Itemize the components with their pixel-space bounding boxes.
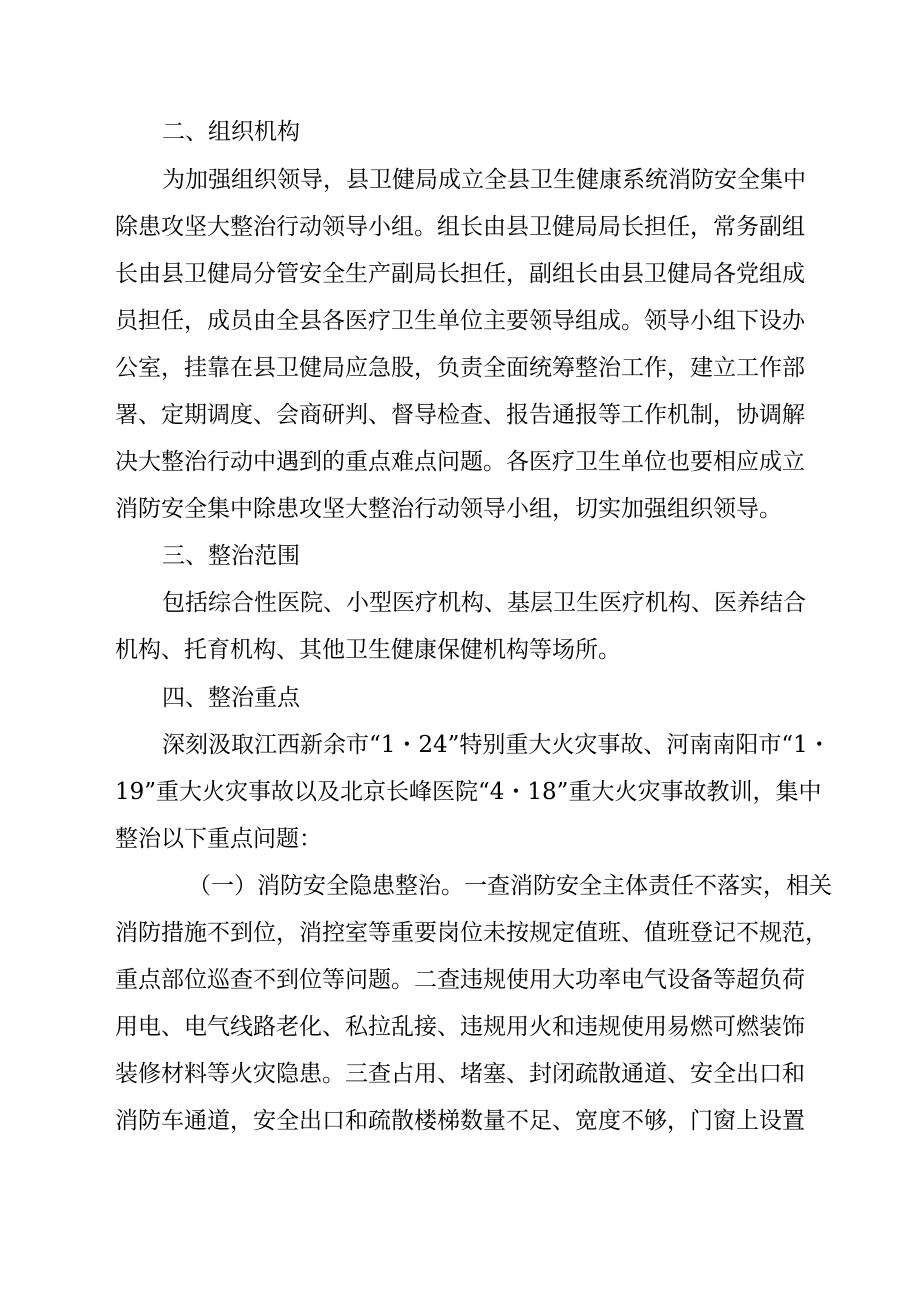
- paragraph-line: 用电、电气线路老化、私拉乱接、违规用火和违规使用易燃可燃装饰: [115, 1014, 805, 1040]
- paragraph-line: 整治以下重点问题：: [115, 826, 322, 852]
- paragraph-line: 消防措施不到位，消控室等重要岗位未按规定值班、值班登记不规范，: [115, 920, 828, 946]
- paragraph-line: 消防安全集中除患攻坚大整治行动领导小组，切实加强组织领导。: [115, 496, 782, 522]
- paragraph-line: 长由县卫健局分管安全生产副局长担任，副组长由县卫健局各党组成: [115, 261, 805, 287]
- paragraph-line: 19”重大火灾事故以及北京长峰医院“4・18”重大火灾事故教训，集中: [115, 779, 822, 805]
- paragraph-line: 为加强组织领导，县卫健局成立全县卫生健康系统消防安全集中: [162, 167, 806, 193]
- paragraph-line: 除患攻坚大整治行动领导小组。组长由县卫健局局长担任，常务副组: [115, 214, 805, 240]
- paragraph-line: 公室，挂靠在县卫健局应急股，负责全面统筹整治工作，建立工作部: [115, 355, 805, 381]
- paragraph-line: 决大整治行动中遇到的重点难点问题。各医疗卫生单位也要相应成立: [115, 449, 805, 475]
- paragraph-line: 消防车通道，安全出口和疏散楼梯数量不足、宽度不够，门窗上设置: [115, 1108, 805, 1134]
- paragraph-line: 深刻汲取江西新余市“1・24”特别重大火灾事故、河南南阳市“1・: [162, 732, 831, 758]
- paragraph-line: 机构、托育机构、其他卫生健康保健机构等场所。: [115, 637, 621, 663]
- section-heading-scope: 三、整治范围: [162, 543, 300, 569]
- paragraph-line: 装修材料等火灾隐患。三查占用、堵塞、封闭疏散通道、安全出口和: [115, 1061, 805, 1087]
- paragraph-line: 署、定期调度、会商研判、督导检查、报告通报等工作机制，协调解: [115, 402, 805, 428]
- subsection-line-fire-hazard: （一）消防安全隐患整治。一查消防安全主体责任不落实，相关: [188, 873, 832, 899]
- paragraph-line: 员担任，成员由全县各医疗卫生单位主要领导组成。领导小组下设办: [115, 308, 805, 334]
- section-heading-organization: 二、组织机构: [162, 119, 300, 145]
- paragraph-line: 包括综合性医院、小型医疗机构、基层卫生医疗机构、医养结合: [162, 590, 806, 616]
- section-heading-focus: 四、整治重点: [162, 685, 300, 711]
- paragraph-line: 重点部位巡查不到位等问题。二查违规使用大功率电气设备等超负荷: [115, 967, 805, 993]
